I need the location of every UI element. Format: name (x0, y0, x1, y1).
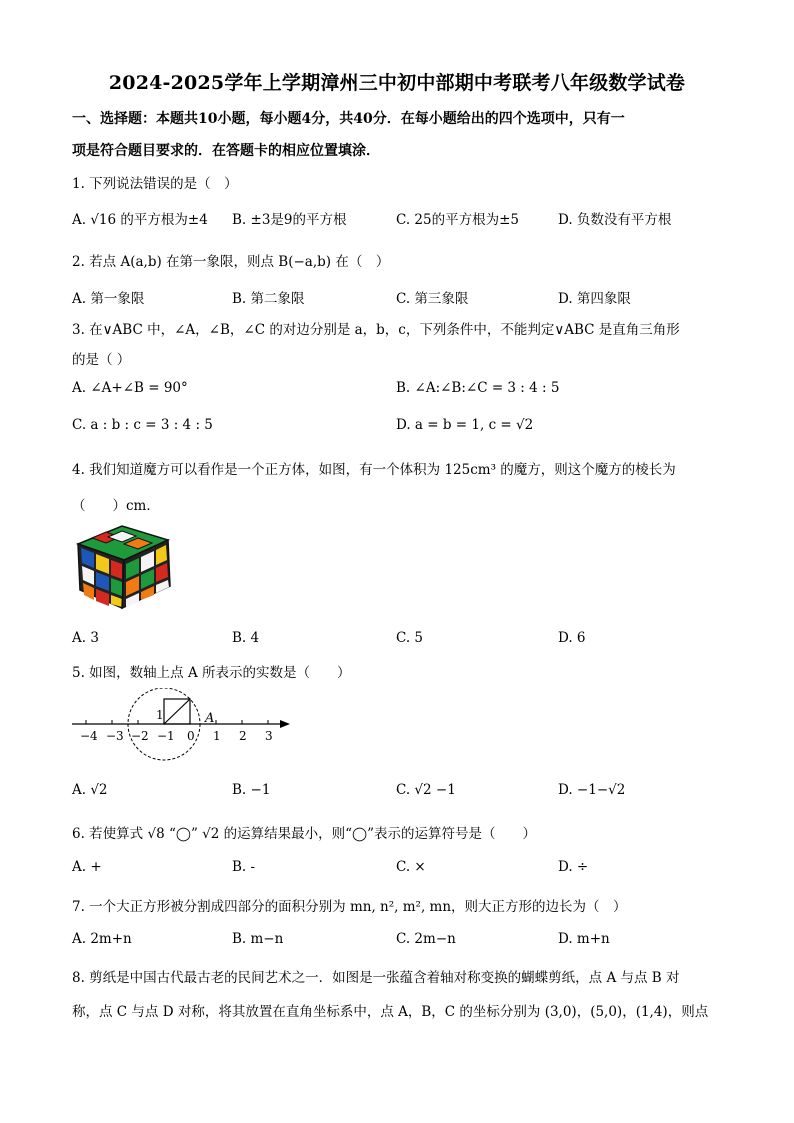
question-4-option-a: A. 3 (72, 630, 99, 646)
tick-label-neg4: −4 (80, 729, 98, 743)
question-8-stem-line-2: 称，点 C 与点 D 对称，将其放置在直角坐标系中，点 A，B，C 的坐标分别为 (3,0)，(5,0)，(1,4)，则点 (72, 1004, 709, 1020)
question-2-option-d: D. 第四象限 (558, 291, 631, 307)
tick-label-neg2: −2 (131, 729, 149, 743)
square-side-label: 1 (156, 708, 164, 722)
question-1-option-a: A. √16 的平方根为±4 (72, 212, 208, 228)
section-1-heading-line-1: 一、选择题：本题共10小题，每小题4分，共40分．在每小题给出的四个选项中，只有一 (72, 111, 625, 127)
tick-label-neg3: −3 (106, 729, 124, 743)
tick-label-0: 0 (187, 729, 195, 743)
question-7-option-b: B. m−n (232, 931, 284, 947)
question-7-stem: 7. 一个大正方形被分割成四部分的面积分别为 mn, n², m², mn，则大正方形的边长为（ ） (72, 899, 627, 915)
question-3-option-d: D. a = b = 1, c = √2 (396, 417, 534, 433)
question-5-option-c: C. √2 −1 (396, 782, 456, 798)
question-1-option-b: B. ±3是9的平方根 (232, 212, 347, 228)
question-3-stem-line-1: 3. 在∨ABC 中，∠A，∠B，∠C 的对边分别是 a，b，c，下列条件中，不能判定∨ABC 是直角三角形 (72, 322, 680, 338)
question-2-stem: 2. 若点 A(a,b) 在第一象限，则点 B(−a,b) 在（ ） (72, 254, 390, 270)
question-3-option-a: A. ∠A+∠B = 90° (72, 380, 188, 396)
question-4-option-c: C. 5 (396, 630, 424, 646)
axis-arrow-head (280, 720, 290, 728)
question-5-option-a: A. √2 (72, 782, 108, 798)
question-4-stem-line-1: 4. 我们知道魔方可以看作是一个正方体，如图，有一个体积为 125cm³ 的魔方，则这个魔方的棱长为 (72, 462, 676, 478)
rubiks-cube-figure (72, 518, 176, 616)
square-diagonal (164, 699, 190, 724)
question-7-option-a: A. 2m+n (72, 931, 132, 947)
question-2-option-a: A. 第一象限 (72, 291, 145, 307)
page-title: 2024-2025学年上学期漳州三中初中部期中考联考八年级数学试卷 (108, 72, 686, 94)
question-1-option-c: C. 25的平方根为±5 (396, 212, 520, 228)
question-3-option-b: B. ∠A:∠B:∠C = 3 : 4 : 5 (396, 380, 560, 396)
question-6-option-d: D. ÷ (558, 859, 589, 875)
number-line-figure (66, 688, 296, 768)
question-6-option-a: A. + (72, 859, 102, 875)
tick-label-neg1: −1 (157, 729, 175, 743)
question-7-option-d: D. m+n (558, 931, 610, 947)
tick-label-2: 2 (239, 729, 247, 743)
question-5-option-b: B. −1 (232, 782, 271, 798)
question-6-option-c: C. × (396, 859, 426, 875)
point-a-label: A (205, 711, 215, 726)
tick-label-3: 3 (265, 729, 273, 743)
question-7-option-c: C. 2m−n (396, 931, 456, 947)
question-5-option-d: D. −1−√2 (558, 782, 626, 798)
question-4-option-b: B. 4 (232, 630, 260, 646)
question-5-stem: 5. 如图，数轴上点 A 所表示的实数是（ ） (72, 665, 351, 681)
question-6-option-b: B. - (232, 859, 256, 875)
question-4-option-d: D. 6 (558, 630, 586, 646)
question-2-option-c: C. 第三象限 (396, 291, 469, 307)
question-6-stem: 6. 若使算式 √8 “◯” √2 的运算结果最小，则“◯”表示的运算符号是（ ） (72, 826, 537, 842)
question-4-stem-line-2: （ ）cm． (72, 498, 160, 514)
section-1-heading-line-2: 项是符合题目要求的．在答题卡的相应位置填涂． (72, 143, 380, 159)
question-3-option-c: C. a : b : c = 3 : 4 : 5 (72, 417, 213, 433)
question-1-option-d: D. 负数没有平方根 (558, 212, 672, 228)
tick-label-1: 1 (213, 729, 221, 743)
question-3-stem-line-2: 的是（ ） (72, 352, 131, 368)
question-8-stem-line-1: 8. 剪纸是中国古代最古老的民间艺术之一．如图是一张蕴含着轴对称变换的蝴蝶剪纸，点 A 与点 B 对 (72, 970, 680, 986)
question-1-stem: 1. 下列说法错误的是（ ） (72, 176, 238, 192)
question-2-option-b: B. 第二象限 (232, 291, 305, 307)
